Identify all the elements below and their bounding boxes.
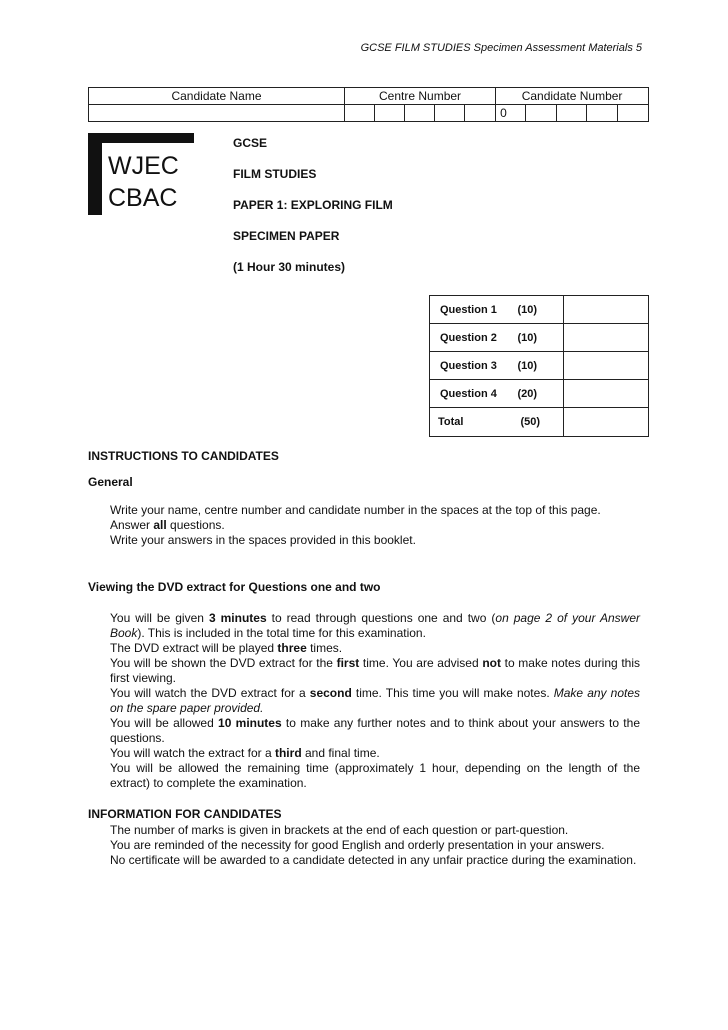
exam-paper-title: PAPER 1: EXPLORING FILM (233, 198, 393, 212)
marks-table (429, 295, 649, 437)
candidate-number-box[interactable] (526, 105, 557, 122)
instruction-line: You will watch the extract for a third and final time. (110, 746, 380, 760)
question-label: Question 1 (430, 296, 518, 324)
marks-row (430, 324, 649, 352)
centre-number-box[interactable] (375, 105, 405, 122)
instruction-line: You will be given 3 minutes to read through questions one and two (on page 2 of your Answer Book). This is included in the total time for this examination. (110, 611, 641, 640)
total-mark-box[interactable] (564, 408, 649, 437)
marks-total-row (430, 408, 649, 437)
examiner-mark-box[interactable] (564, 324, 649, 352)
exam-type: SPECIMEN PAPER (233, 229, 340, 243)
instructions-heading: INSTRUCTIONS TO CANDIDATES (88, 449, 279, 463)
marks-row (430, 296, 649, 324)
candidate-name-label: Candidate Name (89, 88, 345, 105)
question-label: Question 3 (430, 352, 518, 380)
question-label: Question 2 (430, 324, 518, 352)
instruction-line: The DVD extract will be played three times. (110, 641, 343, 655)
examiner-mark-box[interactable] (564, 296, 649, 324)
question-max-marks: (10) (518, 352, 564, 380)
candidate-number-prefix: 0 (496, 105, 526, 122)
instruction-line: You will watch the DVD extract for a second time. This time you will make notes. Make any notes on the spare paper provided. (110, 686, 640, 715)
instruction-line: Write your answers in the spaces provided in this booklet. (110, 533, 416, 547)
wjec-cbac-logo (88, 133, 194, 215)
instruction-line: You will be shown the DVD extract for the first time. You are advised not to make notes during this first viewing. (110, 656, 640, 685)
viewing-heading: Viewing the DVD extract for Questions one and two (88, 580, 381, 594)
instruction-line: You will be allowed 10 minutes to make any further notes and to think about your answers to the questions. (110, 716, 640, 745)
running-header: GCSE FILM STUDIES Specimen Assessment Materials 5 (360, 42, 642, 54)
logo-text-cbac: CBAC (108, 184, 178, 212)
instruction-line: You will be allowed the remaining time (approximately 1 hour, depending on the length of the extract) to complete the examination. (110, 761, 640, 790)
total-max-marks: (50) (518, 408, 564, 437)
examiner-mark-box[interactable] (564, 352, 649, 380)
centre-number-box[interactable] (345, 105, 375, 122)
centre-number-box[interactable] (435, 105, 465, 122)
question-max-marks: (10) (518, 324, 564, 352)
information-heading: INFORMATION FOR CANDIDATES (88, 807, 282, 821)
general-instructions (110, 503, 640, 548)
question-label: Question 4 (430, 380, 518, 408)
candidate-number-box[interactable] (557, 105, 587, 122)
examiner-mark-box[interactable] (564, 380, 649, 408)
exam-subject: FILM STUDIES (233, 167, 317, 181)
instruction-line: Write your name, centre number and candidate number in the spaces at the top of this page. (110, 503, 601, 517)
information-line: You are reminded of the necessity for good English and orderly presentation in your answers. (110, 838, 605, 852)
exam-duration: (1 Hour 30 minutes) (233, 260, 346, 274)
centre-number-box[interactable] (405, 105, 435, 122)
viewing-instructions (110, 611, 640, 791)
information-list (110, 823, 640, 868)
marks-row (430, 380, 649, 408)
general-heading: General (88, 475, 133, 489)
marks-row (430, 352, 649, 380)
centre-number-box[interactable] (465, 105, 496, 122)
instruction-line: Answer all questions. (110, 518, 225, 532)
total-label: Total (430, 408, 518, 437)
information-line: The number of marks is given in brackets at the end of each question or part-question. (110, 823, 569, 837)
candidate-name-field[interactable] (89, 105, 345, 122)
question-max-marks: (10) (518, 296, 564, 324)
information-line: No certificate will be awarded to a candidate detected in any unfair practice during the examination. (110, 853, 637, 867)
centre-number-label: Centre Number (345, 88, 496, 105)
logo-text-wjec: WJEC (108, 152, 179, 180)
candidate-number-label: Candidate Number (496, 88, 649, 105)
candidate-details-table (88, 87, 649, 122)
exam-level: GCSE (233, 136, 268, 150)
question-max-marks: (20) (518, 380, 564, 408)
candidate-number-box[interactable] (587, 105, 618, 122)
candidate-number-box[interactable] (618, 105, 649, 122)
